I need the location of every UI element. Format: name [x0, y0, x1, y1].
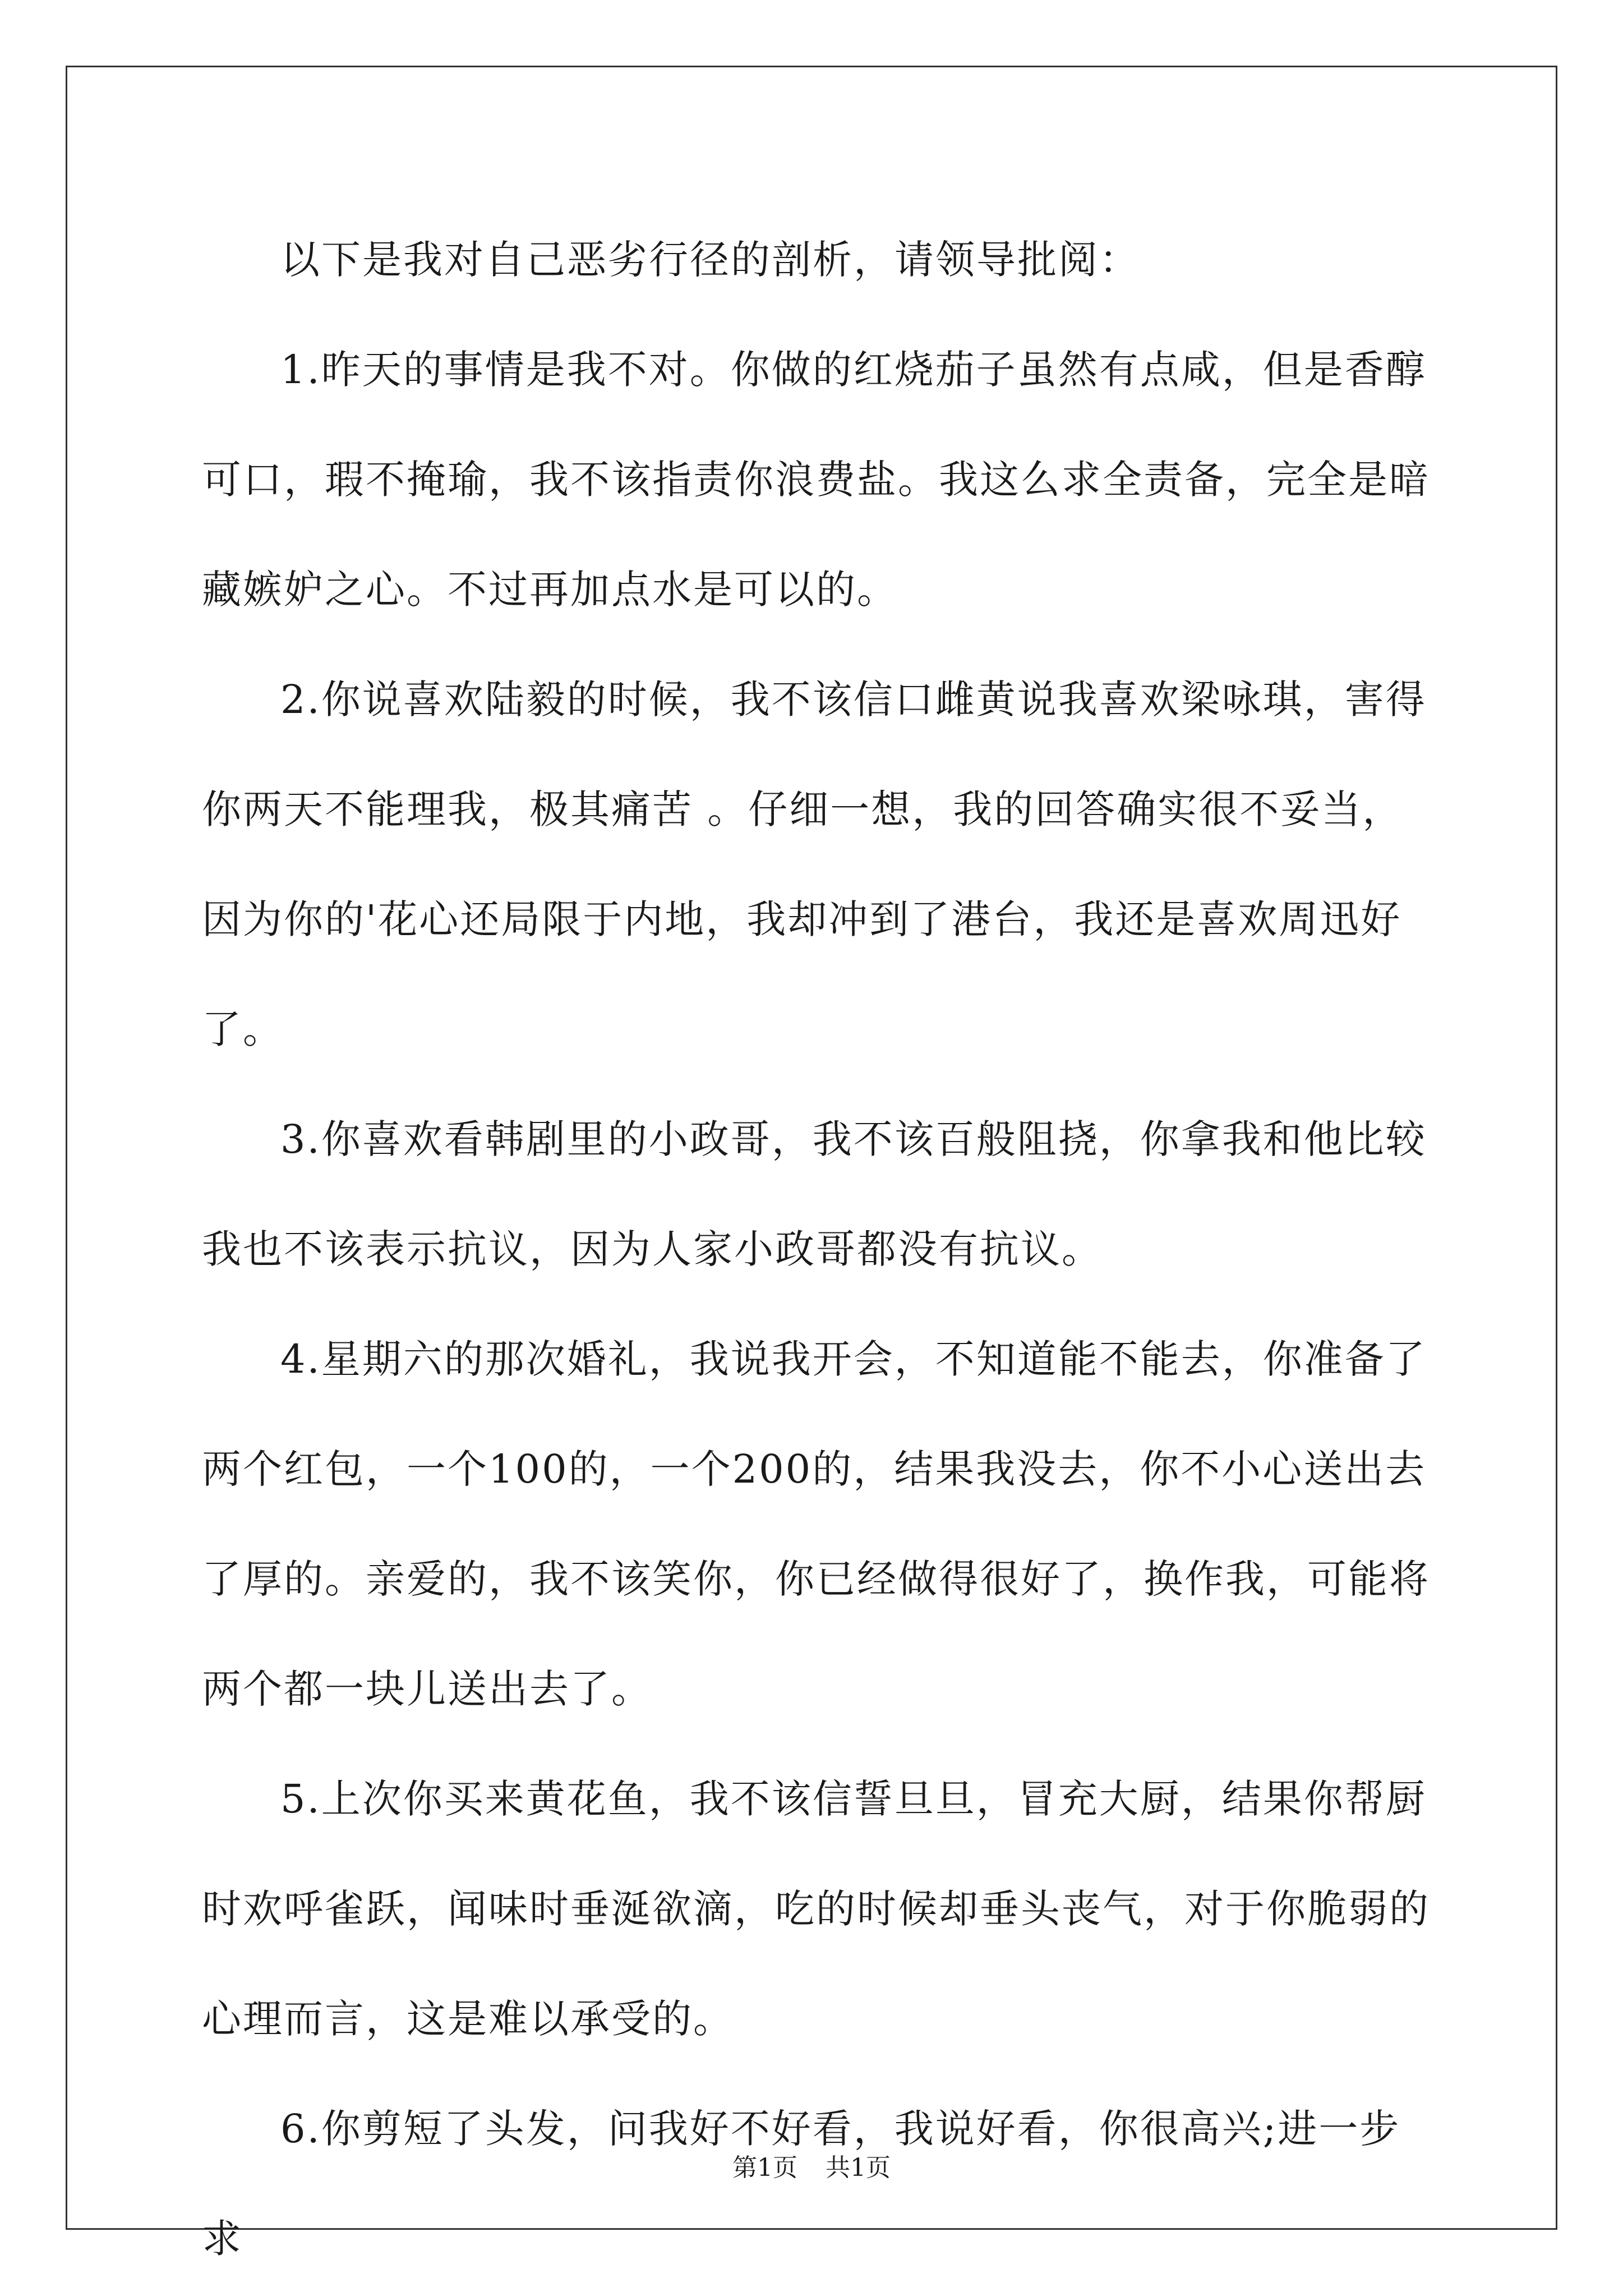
- page-number: 第1页: [732, 2154, 797, 2182]
- paragraph-6: 6.你剪短了头发，问我好不好看，我说好看，你很高兴;进一步求: [202, 2106, 1401, 2262]
- paragraph-1: 1.昨天的事情是我不对。你做的红烧茄子虽然有点咸，但是香醇可口，瑕不掩瑜，我不该指责你浪费盐。我这么求全责备，完全是暗藏嫉妒之心。不过再加点水是可以的。: [202, 347, 1430, 613]
- paragraph-3: 3.你喜欢看韩剧里的小政哥，我不该百般阻挠，你拿我和他比较我也不该表示抗议，因为人家小政哥都没有抗议。: [202, 1116, 1427, 1272]
- paragraph-5: 5.上次你买来黄花鱼，我不该信誓旦旦，冒充大厨，结果你帮厨时欢呼雀跃，闻味时垂涎欲滴，吃的时候却垂头丧气，对于你脆弱的心理而言，这是难以承受的。: [202, 1776, 1430, 2042]
- page-footer: [0, 2151, 1623, 2185]
- page-total: 共1页: [826, 2154, 891, 2182]
- paragraph-intro: 以下是我对自己恶劣行径的剖析，请领导批阅：: [280, 237, 1140, 283]
- paragraph-4: 4.星期六的那次婚礼，我说我开会，不知道能不能去，你准备了两个红包，一个100的，一个200的，结果我没去，你不小心送出去了厚的。亲爱的，我不该笑你，你已经做得很好了，换作我，可能将两个都一块儿送出去了。: [202, 1336, 1430, 1712]
- paragraph-2: 2.你说喜欢陆毅的时候，我不该信口雌黄说我喜欢梁咏琪，害得你两天不能理我，极其痛苦 。仔细一想，我的回答确实很不妥当，因为你的'花心还局限于内地，我却冲到了港台，我还是喜欢周迅好了。: [202, 677, 1427, 1052]
- document-body: [202, 205, 1441, 2294]
